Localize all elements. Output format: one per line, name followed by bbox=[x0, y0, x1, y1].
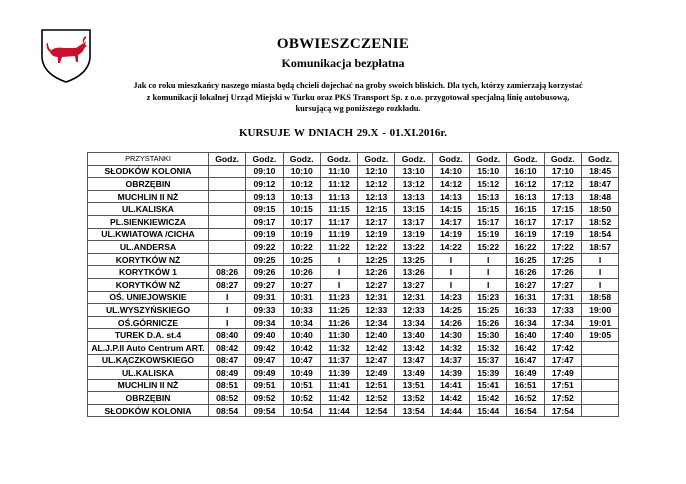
departure-time-cell: 16:12 bbox=[507, 178, 544, 191]
departure-time-cell: 13:40 bbox=[395, 329, 432, 342]
departure-time-cell bbox=[581, 392, 618, 405]
departure-time-cell: 08:49 bbox=[209, 367, 246, 380]
departure-time-cell: 12:15 bbox=[358, 203, 395, 216]
departure-time-cell: 13:19 bbox=[395, 228, 432, 241]
departure-time-cell: 17:27 bbox=[544, 278, 581, 291]
table-row bbox=[88, 253, 619, 266]
stop-name-cell: MUCHLIN II NŻ bbox=[88, 379, 209, 392]
departure-time-cell: 12:33 bbox=[358, 304, 395, 317]
stop-name-cell: MUCHLIN II NŻ bbox=[88, 190, 209, 203]
departure-time-cell: I bbox=[470, 266, 507, 279]
departure-time-cell: 11:39 bbox=[320, 367, 357, 380]
stop-name-cell: OBRZĘBIN bbox=[88, 178, 209, 191]
departure-time-cell: 19:00 bbox=[581, 304, 618, 317]
departure-time-cell: 12:34 bbox=[358, 316, 395, 329]
departure-time-cell: 11:15 bbox=[320, 203, 357, 216]
column-header-time: Godz. bbox=[544, 153, 581, 166]
departure-time-cell: 13:49 bbox=[395, 367, 432, 380]
departure-time-cell: 16:26 bbox=[507, 266, 544, 279]
departure-time-cell bbox=[581, 354, 618, 367]
departure-time-cell: 19:01 bbox=[581, 316, 618, 329]
stop-name-cell: KORYTKÓW NŻ bbox=[88, 278, 209, 291]
departure-time-cell: 10:49 bbox=[283, 367, 320, 380]
stop-name-cell: UL.KĄCZKOWSKIEGO bbox=[88, 354, 209, 367]
stop-name-cell: OŚ.GÓRNICZE bbox=[88, 316, 209, 329]
departure-time-cell: 11:22 bbox=[320, 241, 357, 254]
column-header-time: Godz. bbox=[507, 153, 544, 166]
departure-time-cell: 10:42 bbox=[283, 341, 320, 354]
departure-time-cell: 14:39 bbox=[432, 367, 469, 380]
stop-name-cell: UL.WYSZYŃSKIEGO bbox=[88, 304, 209, 317]
table-row bbox=[88, 190, 619, 203]
page-title: OBWIESZCZENIE bbox=[276, 36, 410, 52]
departure-time-cell: 16:47 bbox=[507, 354, 544, 367]
departure-time-cell: 09:31 bbox=[246, 291, 283, 304]
departure-time-cell: 09:33 bbox=[246, 304, 283, 317]
departure-time-cell: 12:25 bbox=[358, 253, 395, 266]
departure-time-cell bbox=[209, 228, 246, 241]
departure-time-cell: 13:26 bbox=[395, 266, 432, 279]
stop-name-cell: PL.SIENKIEWICZA bbox=[88, 215, 209, 228]
schedule-dates: KURSUJE W DNIACH 29.X - 01.XI.2016r. bbox=[238, 127, 447, 139]
table-row bbox=[88, 341, 619, 354]
departure-time-cell: I bbox=[209, 304, 246, 317]
intro-line: z komunikacji lokalnej Urząd Miejski w Turku oraz PKS Transport Sp. z o.o. przygotował specjalną linię autobusową, bbox=[146, 92, 570, 102]
stop-name-cell: OBRZĘBIN bbox=[88, 392, 209, 405]
departure-time-cell: 16:40 bbox=[507, 329, 544, 342]
departure-time-cell: 11:19 bbox=[320, 228, 357, 241]
departure-time-cell bbox=[581, 341, 618, 354]
departure-time-cell: 09:15 bbox=[246, 203, 283, 216]
stop-name-cell: UL.KALISKA bbox=[88, 367, 209, 380]
departure-time-cell: 13:22 bbox=[395, 241, 432, 254]
departure-time-cell: 15:37 bbox=[470, 354, 507, 367]
departure-time-cell: 12:31 bbox=[395, 291, 432, 304]
departure-time-cell: 17:12 bbox=[544, 178, 581, 191]
departure-time-cell: I bbox=[320, 278, 357, 291]
departure-time-cell: 12:10 bbox=[358, 165, 395, 178]
table-row bbox=[88, 165, 619, 178]
departure-time-cell: 13:34 bbox=[395, 316, 432, 329]
departure-time-cell: I bbox=[432, 253, 469, 266]
departure-time-cell: 11:32 bbox=[320, 341, 357, 354]
departure-time-cell: 14:12 bbox=[432, 178, 469, 191]
stop-name-cell: SŁODKÓW KOLONIA bbox=[88, 165, 209, 178]
departure-time-cell: 14:42 bbox=[432, 392, 469, 405]
departure-time-cell: 13:54 bbox=[395, 404, 432, 417]
departure-time-cell: 16:17 bbox=[507, 215, 544, 228]
intro-paragraph bbox=[108, 80, 608, 115]
departure-time-cell: 11:41 bbox=[320, 379, 357, 392]
departure-time-cell: 10:47 bbox=[283, 354, 320, 367]
departure-time-cell: 11:44 bbox=[320, 404, 357, 417]
table-row bbox=[88, 266, 619, 279]
departure-time-cell: 09:10 bbox=[246, 165, 283, 178]
departure-time-cell: 13:25 bbox=[395, 253, 432, 266]
departure-time-cell: 08:27 bbox=[209, 278, 246, 291]
table-row bbox=[88, 392, 619, 405]
departure-time-cell: 10:13 bbox=[283, 190, 320, 203]
departure-time-cell: 09:27 bbox=[246, 278, 283, 291]
departure-time-cell: 18:50 bbox=[581, 203, 618, 216]
stop-name-cell: KORYTKÓW 1 bbox=[88, 266, 209, 279]
departure-time-cell: 17:13 bbox=[544, 190, 581, 203]
departure-time-cell: 14:44 bbox=[432, 404, 469, 417]
departure-time-cell: 11:10 bbox=[320, 165, 357, 178]
departure-time-cell: 11:37 bbox=[320, 354, 357, 367]
departure-time-cell: 08:40 bbox=[209, 329, 246, 342]
departure-time-cell: 17:54 bbox=[544, 404, 581, 417]
departure-time-cell: 14:15 bbox=[432, 203, 469, 216]
departure-time-cell: 11:12 bbox=[320, 178, 357, 191]
departure-time-cell bbox=[581, 404, 618, 417]
departure-time-cell: 17:10 bbox=[544, 165, 581, 178]
departure-time-cell: 16:13 bbox=[507, 190, 544, 203]
departure-time-cell: 18:54 bbox=[581, 228, 618, 241]
departure-time-cell: I bbox=[470, 253, 507, 266]
departure-time-cell: I bbox=[432, 266, 469, 279]
table-row bbox=[88, 278, 619, 291]
departure-time-cell: 12:51 bbox=[358, 379, 395, 392]
column-header-time: Godz. bbox=[320, 153, 357, 166]
departure-time-cell: 09:51 bbox=[246, 379, 283, 392]
departure-time-cell: 10:52 bbox=[283, 392, 320, 405]
column-header-time: Godz. bbox=[470, 153, 507, 166]
departure-time-cell: I bbox=[581, 253, 618, 266]
page-subtitle: Komunikacja bezpłatna bbox=[281, 56, 405, 70]
departure-time-cell: 16:51 bbox=[507, 379, 544, 392]
departure-time-cell: 13:51 bbox=[395, 379, 432, 392]
departure-time-cell: 14:22 bbox=[432, 241, 469, 254]
column-header-time: Godz. bbox=[283, 153, 320, 166]
departure-time-cell: 17:17 bbox=[544, 215, 581, 228]
departure-time-cell: 12:33 bbox=[395, 304, 432, 317]
departure-time-cell: 10:31 bbox=[283, 291, 320, 304]
departure-time-cell: 17:22 bbox=[544, 241, 581, 254]
departure-time-cell: I bbox=[320, 266, 357, 279]
departure-time-cell: 09:47 bbox=[246, 354, 283, 367]
departure-time-cell: 15:13 bbox=[470, 190, 507, 203]
departure-time-cell bbox=[209, 253, 246, 266]
departure-time-cell: 17:49 bbox=[544, 367, 581, 380]
departure-time-cell: 08:47 bbox=[209, 354, 246, 367]
table-row bbox=[88, 241, 619, 254]
table-row bbox=[88, 304, 619, 317]
column-header-time: Godz. bbox=[581, 153, 618, 166]
column-header-time: Godz. bbox=[209, 153, 246, 166]
table-row bbox=[88, 329, 619, 342]
table-row bbox=[88, 316, 619, 329]
departure-time-cell: 16:27 bbox=[507, 278, 544, 291]
departure-time-cell: I bbox=[209, 291, 246, 304]
departure-time-cell: 09:40 bbox=[246, 329, 283, 342]
departure-time-cell: 13:15 bbox=[395, 203, 432, 216]
departure-time-cell bbox=[209, 190, 246, 203]
departure-time-cell: 15:41 bbox=[470, 379, 507, 392]
departure-time-cell bbox=[209, 165, 246, 178]
departure-time-cell: 09:12 bbox=[246, 178, 283, 191]
departure-time-cell: 10:33 bbox=[283, 304, 320, 317]
departure-time-cell: 17:33 bbox=[544, 304, 581, 317]
departure-time-cell: 13:47 bbox=[395, 354, 432, 367]
departure-time-cell: 09:34 bbox=[246, 316, 283, 329]
departure-time-cell bbox=[581, 379, 618, 392]
column-header-stops: PRZYSTANKI bbox=[88, 153, 209, 166]
departure-time-cell: 09:19 bbox=[246, 228, 283, 241]
stop-name-cell: KORYTKÓW NŻ bbox=[88, 253, 209, 266]
stop-name-cell: UL.ANDERSA bbox=[88, 241, 209, 254]
departure-time-cell: 16:19 bbox=[507, 228, 544, 241]
departure-time-cell: 17:42 bbox=[544, 341, 581, 354]
departure-time-cell: 17:26 bbox=[544, 266, 581, 279]
departure-time-cell bbox=[209, 215, 246, 228]
departure-time-cell: 18:58 bbox=[581, 291, 618, 304]
departure-time-cell: 15:30 bbox=[470, 329, 507, 342]
departure-time-cell: 12:19 bbox=[358, 228, 395, 241]
departure-time-cell: 10:25 bbox=[283, 253, 320, 266]
departure-time-cell: 17:34 bbox=[544, 316, 581, 329]
departure-time-cell: I bbox=[209, 316, 246, 329]
departure-time-cell: 15:10 bbox=[470, 165, 507, 178]
departure-time-cell: 09:13 bbox=[246, 190, 283, 203]
departure-time-cell: 12:27 bbox=[358, 278, 395, 291]
departure-time-cell: 18:47 bbox=[581, 178, 618, 191]
departure-time-cell: 17:40 bbox=[544, 329, 581, 342]
departure-time-cell: 16:10 bbox=[507, 165, 544, 178]
departure-time-cell: 14:41 bbox=[432, 379, 469, 392]
departure-time-cell: 10:51 bbox=[283, 379, 320, 392]
departure-time-cell: 14:23 bbox=[432, 291, 469, 304]
timetable bbox=[87, 152, 619, 417]
departure-time-cell: 13:10 bbox=[395, 165, 432, 178]
departure-time-cell: 15:15 bbox=[470, 203, 507, 216]
departure-time-cell: 08:52 bbox=[209, 392, 246, 405]
departure-time-cell: 10:40 bbox=[283, 329, 320, 342]
table-row bbox=[88, 404, 619, 417]
table-row bbox=[88, 354, 619, 367]
departure-time-cell: 16:42 bbox=[507, 341, 544, 354]
departure-time-cell: 10:26 bbox=[283, 266, 320, 279]
departure-time-cell: 12:47 bbox=[358, 354, 395, 367]
departure-time-cell: 10:10 bbox=[283, 165, 320, 178]
departure-time-cell: 09:54 bbox=[246, 404, 283, 417]
table-row bbox=[88, 203, 619, 216]
table-row bbox=[88, 379, 619, 392]
departure-time-cell: 12:13 bbox=[358, 190, 395, 203]
departure-time-cell: 09:49 bbox=[246, 367, 283, 380]
departure-time-cell: 14:10 bbox=[432, 165, 469, 178]
departure-time-cell: 12:17 bbox=[358, 215, 395, 228]
departure-time-cell: 08:26 bbox=[209, 266, 246, 279]
departure-time-cell: 17:52 bbox=[544, 392, 581, 405]
intro-line: kursującą wg poniższego rozkładu. bbox=[295, 104, 421, 113]
departure-time-cell: 13:27 bbox=[395, 278, 432, 291]
departure-time-cell: 12:31 bbox=[358, 291, 395, 304]
table-row bbox=[88, 367, 619, 380]
departure-time-cell: 11:17 bbox=[320, 215, 357, 228]
departure-time-cell: 10:12 bbox=[283, 178, 320, 191]
departure-time-cell: 11:25 bbox=[320, 304, 357, 317]
departure-time-cell: 15:25 bbox=[470, 304, 507, 317]
departure-time-cell: 14:37 bbox=[432, 354, 469, 367]
departure-time-cell: 15:12 bbox=[470, 178, 507, 191]
departure-time-cell: 11:26 bbox=[320, 316, 357, 329]
column-header-time: Godz. bbox=[432, 153, 469, 166]
departure-time-cell: I bbox=[320, 253, 357, 266]
departure-time-cell: 13:17 bbox=[395, 215, 432, 228]
departure-time-cell: 09:42 bbox=[246, 341, 283, 354]
departure-time-cell: 19:05 bbox=[581, 329, 618, 342]
table-row bbox=[88, 215, 619, 228]
table-header-row bbox=[88, 153, 619, 166]
departure-time-cell: 14:25 bbox=[432, 304, 469, 317]
departure-time-cell: 15:23 bbox=[470, 291, 507, 304]
stop-name-cell: AL.J.P.II Auto Centrum ART. bbox=[88, 341, 209, 354]
departure-time-cell: 12:42 bbox=[358, 341, 395, 354]
departure-time-cell: 14:17 bbox=[432, 215, 469, 228]
departure-time-cell: 12:40 bbox=[358, 329, 395, 342]
departure-time-cell: 12:54 bbox=[358, 404, 395, 417]
departure-time-cell: 09:26 bbox=[246, 266, 283, 279]
departure-time-cell: I bbox=[581, 278, 618, 291]
departure-time-cell: 10:34 bbox=[283, 316, 320, 329]
departure-time-cell: 17:31 bbox=[544, 291, 581, 304]
departure-time-cell: 10:19 bbox=[283, 228, 320, 241]
departure-time-cell: 16:15 bbox=[507, 203, 544, 216]
departure-time-cell: 18:45 bbox=[581, 165, 618, 178]
departure-time-cell: 11:30 bbox=[320, 329, 357, 342]
departure-time-cell: 17:51 bbox=[544, 379, 581, 392]
departure-time-cell: 13:52 bbox=[395, 392, 432, 405]
departure-time-cell: 10:15 bbox=[283, 203, 320, 216]
departure-time-cell: 14:26 bbox=[432, 316, 469, 329]
column-header-time: Godz. bbox=[246, 153, 283, 166]
table-row bbox=[88, 178, 619, 191]
departure-time-cell: 15:22 bbox=[470, 241, 507, 254]
table-row bbox=[88, 291, 619, 304]
departure-time-cell: 16:49 bbox=[507, 367, 544, 380]
departure-time-cell: 18:57 bbox=[581, 241, 618, 254]
bull-crest-icon bbox=[38, 26, 94, 84]
departure-time-cell: 15:19 bbox=[470, 228, 507, 241]
column-header-time: Godz. bbox=[358, 153, 395, 166]
departure-time-cell: 10:27 bbox=[283, 278, 320, 291]
departure-time-cell: 15:17 bbox=[470, 215, 507, 228]
departure-time-cell: 15:39 bbox=[470, 367, 507, 380]
departure-time-cell: 18:48 bbox=[581, 190, 618, 203]
departure-time-cell: 16:25 bbox=[507, 253, 544, 266]
departure-time-cell: 17:15 bbox=[544, 203, 581, 216]
departure-time-cell: 16:33 bbox=[507, 304, 544, 317]
departure-time-cell: 16:34 bbox=[507, 316, 544, 329]
departure-time-cell bbox=[209, 241, 246, 254]
departure-time-cell: 11:42 bbox=[320, 392, 357, 405]
departure-time-cell bbox=[581, 367, 618, 380]
table-row bbox=[88, 228, 619, 241]
column-header-time: Godz. bbox=[395, 153, 432, 166]
departure-time-cell: I bbox=[581, 266, 618, 279]
departure-time-cell: 08:42 bbox=[209, 341, 246, 354]
departure-time-cell: 10:22 bbox=[283, 241, 320, 254]
stop-name-cell: UL.KALISKA bbox=[88, 203, 209, 216]
stop-name-cell: SŁODKÓW KOLONIA bbox=[88, 404, 209, 417]
departure-time-cell: 14:30 bbox=[432, 329, 469, 342]
departure-time-cell: 09:52 bbox=[246, 392, 283, 405]
departure-time-cell: 17:47 bbox=[544, 354, 581, 367]
departure-time-cell: 09:17 bbox=[246, 215, 283, 228]
departure-time-cell: 15:32 bbox=[470, 341, 507, 354]
departure-time-cell: I bbox=[432, 278, 469, 291]
departure-time-cell: 12:22 bbox=[358, 241, 395, 254]
intro-line: Jak co roku mieszkańcy naszego miasta będą chcieli dojechać na groby swoich bliskich. Dla tych, którzy zamierzają korzystać bbox=[133, 81, 583, 90]
departure-time-cell: 13:12 bbox=[395, 178, 432, 191]
departure-time-cell: 13:42 bbox=[395, 341, 432, 354]
departure-time-cell: I bbox=[470, 278, 507, 291]
departure-time-cell: 14:13 bbox=[432, 190, 469, 203]
departure-time-cell: 15:42 bbox=[470, 392, 507, 405]
departure-time-cell: 09:25 bbox=[246, 253, 283, 266]
stop-name-cell: OŚ. UNIEJOWSKIE bbox=[88, 291, 209, 304]
departure-time-cell: 16:52 bbox=[507, 392, 544, 405]
departure-time-cell: 12:52 bbox=[358, 392, 395, 405]
departure-time-cell: 15:44 bbox=[470, 404, 507, 417]
departure-time-cell: 18:52 bbox=[581, 215, 618, 228]
departure-time-cell: 14:32 bbox=[432, 341, 469, 354]
departure-time-cell: 08:51 bbox=[209, 379, 246, 392]
departure-time-cell: 16:54 bbox=[507, 404, 544, 417]
departure-time-cell: 11:13 bbox=[320, 190, 357, 203]
departure-time-cell: 15:26 bbox=[470, 316, 507, 329]
departure-time-cell: 08:54 bbox=[209, 404, 246, 417]
departure-time-cell: 12:12 bbox=[358, 178, 395, 191]
departure-time-cell bbox=[209, 178, 246, 191]
departure-time-cell: 17:19 bbox=[544, 228, 581, 241]
departure-time-cell: 14:19 bbox=[432, 228, 469, 241]
table-body bbox=[88, 165, 619, 417]
departure-time-cell: 12:49 bbox=[358, 367, 395, 380]
departure-time-cell: 12:26 bbox=[358, 266, 395, 279]
departure-time-cell: 13:13 bbox=[395, 190, 432, 203]
departure-time-cell: 17:25 bbox=[544, 253, 581, 266]
stop-name-cell: TUREK D.A. st.4 bbox=[88, 329, 209, 342]
departure-time-cell: 11:23 bbox=[320, 291, 357, 304]
departure-time-cell: 10:17 bbox=[283, 215, 320, 228]
departure-time-cell: 09:22 bbox=[246, 241, 283, 254]
departure-time-cell: 16:22 bbox=[507, 241, 544, 254]
stop-name-cell: UL.KWIATOWA /CICHA bbox=[88, 228, 209, 241]
departure-time-cell bbox=[209, 203, 246, 216]
departure-time-cell: 10:54 bbox=[283, 404, 320, 417]
departure-time-cell: 16:31 bbox=[507, 291, 544, 304]
